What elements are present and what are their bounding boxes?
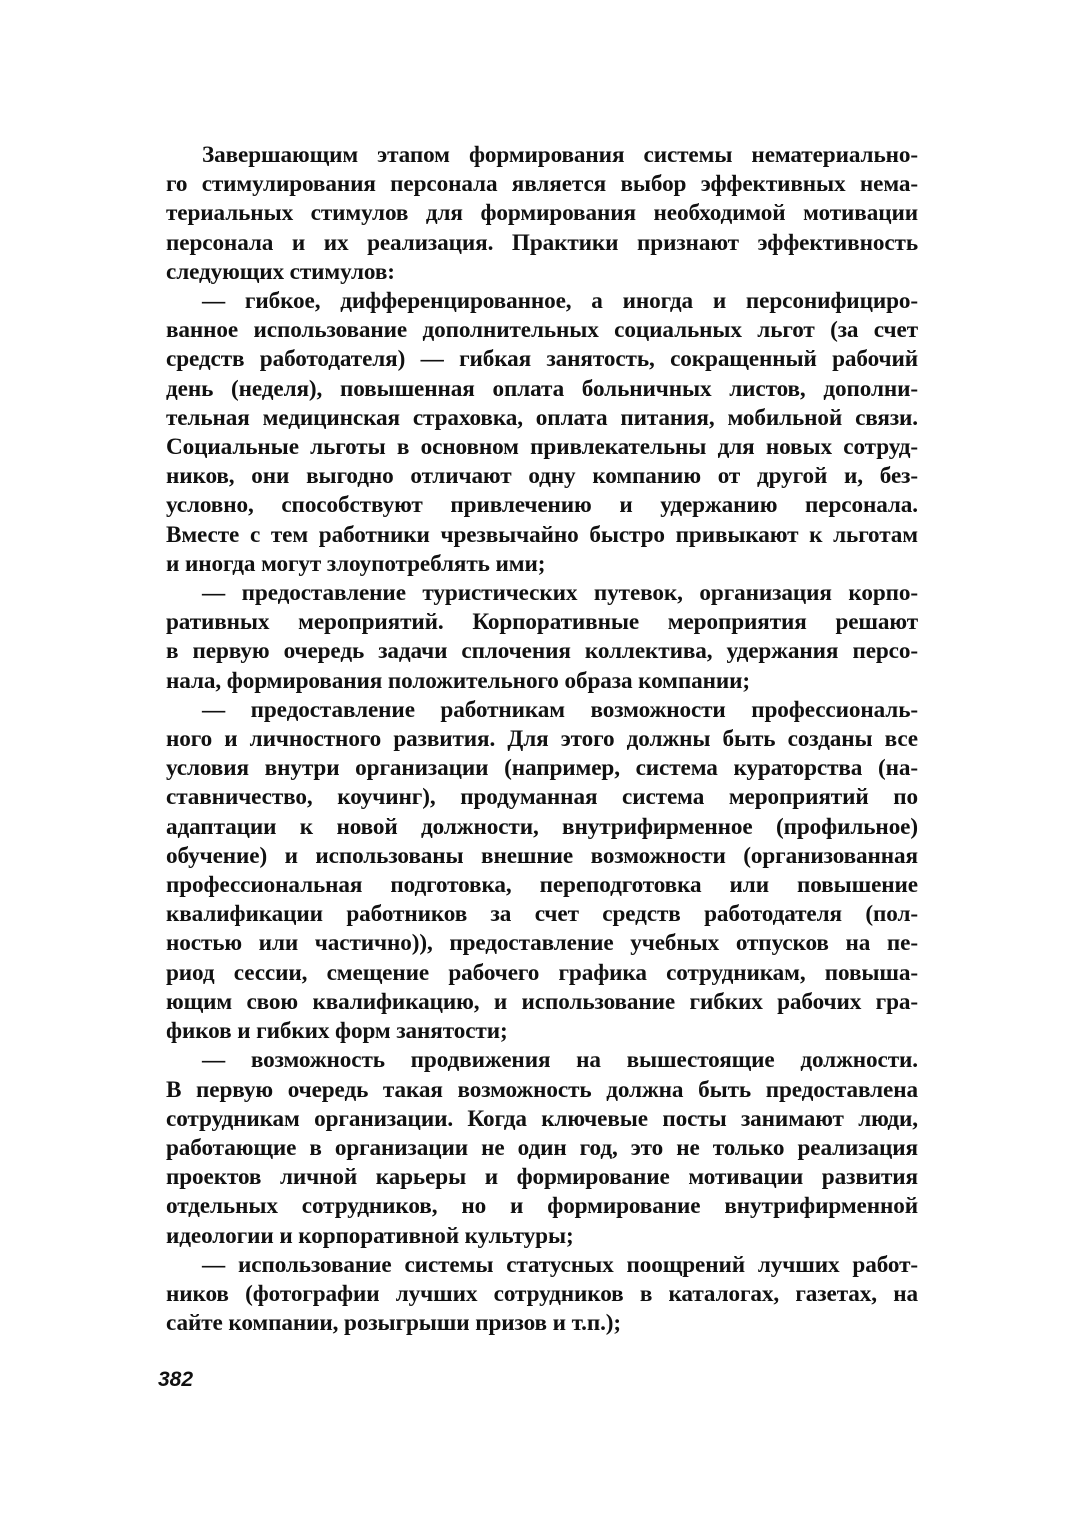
text-line: риод сессии, смещение рабочего графика сотрудникам, повыша-	[166, 959, 918, 986]
text-line: териальных стимулов для формирования необходимой мотивации	[166, 200, 918, 227]
text-line: обучение) и использованы внешние возможности (организованная	[166, 842, 918, 869]
paragraph-status-rewards	[166, 1251, 918, 1339]
text-line: день (неделя), повышенная оплата больничных листов, дополни-	[166, 375, 918, 402]
text-line: персонала и их реализация. Практики признают эффективность	[166, 229, 918, 256]
text-line: следующих стимулов:	[166, 258, 395, 285]
text-line: Социальные льготы в основном привлекательны для новых сотруд-	[166, 434, 918, 461]
text-line: адаптации к новой должности, внутрифирменное (профильное)	[166, 813, 918, 840]
text-line: Завершающим этапом формирования системы нематериально-	[202, 142, 918, 168]
text-line: фиков и гибких форм занятости;	[166, 1018, 508, 1045]
text-line: ративных мероприятий. Корпоративные мероприятия решают	[166, 609, 918, 636]
text-line: условия внутри организации (например, система кураторства (на-	[166, 755, 918, 782]
text-line: сотрудникам организации. Когда ключевые посты занимают люди,	[166, 1105, 918, 1132]
paragraph-social-benefits	[166, 287, 918, 579]
text-line: средств работодателя) — гибкая занятость, сокращенный рабочий	[166, 346, 918, 373]
paragraph-promotion	[166, 1046, 918, 1250]
text-line: В первую очередь такая возможность должна быть предоставлена	[166, 1076, 918, 1103]
paragraph-intro	[166, 141, 918, 287]
text-line: отдельных сотрудников, но и формирование внутрифирменной	[166, 1193, 918, 1220]
text-line: ностью или частично)), предоставление учебных отпусков на пе-	[166, 930, 918, 957]
body-text	[166, 141, 918, 1338]
text-line: профессиональная подготовка, переподготовка или повышение	[166, 872, 918, 899]
text-line: в первую очередь задачи сплочения коллектива, удержания персо-	[166, 638, 918, 665]
text-line: Вместе с тем работники чрезвычайно быстро привыкают к льготам	[166, 521, 918, 548]
text-line: и иногда могут злоупотреблять ими;	[166, 550, 546, 577]
text-line: условно, способствуют привлечению и удержанию персонала.	[166, 492, 918, 519]
text-line: — возможность продвижения на вышестоящие должности.	[202, 1047, 918, 1074]
text-line: работающие в организации не один год, это не только реализация	[166, 1134, 918, 1161]
text-line: — гибкое, дифференцированное, а иногда и персонифициро-	[202, 288, 918, 315]
text-line: — использование системы статусных поощрений лучших работ-	[202, 1251, 918, 1278]
paragraph-development	[166, 696, 918, 1046]
text-line: сайте компании, розыгрыши призов и т.п.);	[166, 1310, 622, 1337]
text-line: ставничество, коучинг), продуманная система мероприятий по	[166, 784, 918, 811]
text-line: ванное использование дополнительных социальных льгот (за счет	[166, 317, 918, 344]
text-line: ников (фотографии лучших сотрудников в каталогах, газетах, на	[166, 1280, 918, 1307]
text-line: нала, формирования положительного образа компании;	[166, 667, 751, 694]
text-line: го стимулирования персонала является выбор эффективных нема-	[166, 171, 918, 198]
text-line: — предоставление туристических путевок, организация корпо-	[202, 580, 918, 607]
text-line: квалификации работников за счет средств работодателя (пол-	[166, 901, 918, 928]
text-line: ников, они выгодно отличают одну компанию от другой и, без-	[166, 463, 918, 490]
text-line: проектов личной карьеры и формирование мотивации развития	[166, 1164, 918, 1191]
text-line: — предоставление работникам возможности профессиональ-	[202, 696, 918, 723]
text-line: ющим свою квалификацию, и использование гибких рабочих гра-	[166, 988, 918, 1015]
text-line: идеологии и корпоративной культуры;	[166, 1222, 574, 1249]
paragraph-corporate-events	[166, 579, 918, 696]
text-line: тельная медицинская страховка, оплата питания, мобильной связи.	[166, 404, 918, 431]
text-line: ного и личностного развития. Для этого должны быть созданы все	[166, 726, 918, 753]
page-number: 382	[158, 1368, 194, 1391]
